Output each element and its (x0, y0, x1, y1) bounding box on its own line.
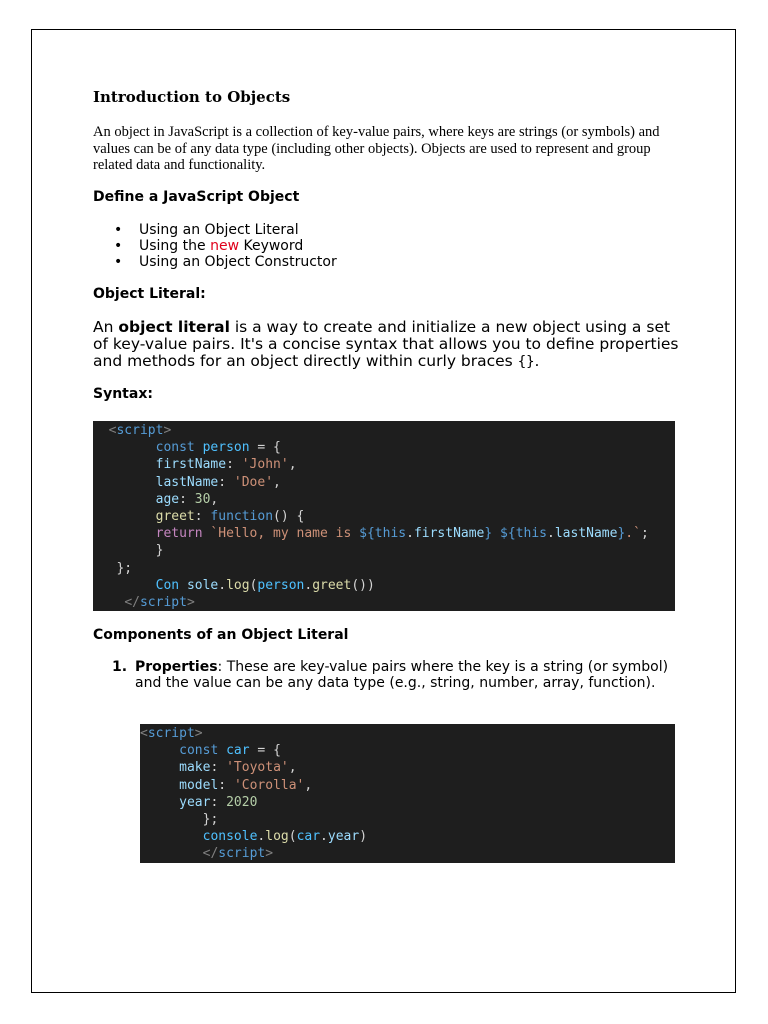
code-line (93, 456, 675, 473)
code-token: ${ (500, 526, 516, 542)
code-token: 'Corolla' (233, 777, 305, 793)
code-token: ${ (359, 526, 375, 542)
code-token: `Hello, my name is (210, 526, 360, 542)
properties-term: Properties (135, 659, 218, 675)
code-line (93, 594, 675, 611)
code-token: . (406, 526, 414, 542)
person-code-block (93, 421, 675, 611)
code-token (93, 492, 156, 507)
code-line (93, 560, 675, 577)
code-token: lastName (155, 474, 219, 490)
code-token (93, 595, 124, 610)
code-token: function (210, 508, 274, 524)
code-token (93, 561, 116, 576)
code-token: > (163, 423, 172, 438)
object-literal-term: object literal (118, 318, 230, 336)
code-token: } (484, 526, 493, 542)
code-token: = { (249, 743, 281, 759)
code-token: < (108, 423, 117, 438)
list-item-text: : These are key-value pairs where the key is a string (or symbol) and the value can be any data type (e.g., string, number, array, function). (135, 659, 669, 691)
code-token (140, 829, 203, 844)
code-token (140, 846, 203, 861)
code-token (93, 475, 156, 490)
list-item (93, 238, 337, 254)
code-token (93, 526, 156, 541)
code-token: } (155, 543, 164, 559)
code-token: 'John' (241, 457, 289, 473)
code-token: > (186, 594, 195, 610)
code-token: log (226, 577, 250, 593)
code-token: this (515, 526, 548, 542)
code-token: const (179, 743, 227, 759)
code-token: log (265, 829, 289, 845)
code-token: </ (202, 846, 219, 862)
object-literal-paragraph (93, 319, 683, 371)
code-line (140, 759, 675, 776)
code-token: }; (116, 560, 133, 576)
code-token: . (218, 577, 227, 593)
code-token: script (139, 594, 187, 610)
code-token: , (304, 777, 313, 793)
code-token: ) (359, 829, 368, 845)
define-methods-list (93, 222, 337, 270)
code-line (93, 525, 675, 542)
code-token (140, 812, 203, 827)
code-token: }; (202, 811, 219, 827)
components-heading: Components of an Object Literal (93, 627, 349, 643)
code-token (140, 760, 179, 775)
code-token: : (226, 457, 242, 473)
code-line (93, 542, 675, 559)
code-token (140, 778, 179, 793)
list-number: 1. (112, 659, 128, 675)
list-item-text: Using an Object Literal (139, 222, 299, 238)
code-line (140, 725, 675, 742)
code-token: sole (186, 577, 219, 593)
page-title: Introduction to Objects (93, 88, 291, 106)
code-token (93, 423, 109, 438)
code-token: model (179, 777, 219, 793)
code-token: ()) (351, 577, 375, 593)
list-item (93, 222, 337, 238)
list-item (93, 660, 673, 691)
code-token: person (202, 440, 250, 456)
inline-code: {} (517, 354, 535, 370)
code-token: car (296, 829, 321, 845)
code-token: lastName (554, 526, 618, 542)
code-token: , (288, 760, 297, 776)
define-object-heading: Define a JavaScript Object (93, 189, 300, 205)
code-line (140, 845, 675, 862)
code-token: < (140, 726, 148, 741)
code-token: Con (155, 577, 187, 593)
code-token: .` (625, 526, 641, 542)
code-token: return (155, 526, 211, 542)
code-line (93, 577, 675, 594)
code-token: : (218, 777, 234, 793)
code-token: age (155, 491, 180, 507)
code-token: 2020 (226, 794, 258, 810)
code-token: 'Doe' (233, 474, 274, 490)
code-token: make (179, 760, 211, 776)
code-token: 30 (194, 491, 211, 507)
list-item-text: Using the (139, 238, 211, 254)
code-line (140, 828, 675, 845)
code-line (140, 777, 675, 794)
code-token: year (327, 829, 360, 845)
code-token: 'Toyota' (226, 760, 289, 776)
code-token: , (288, 457, 297, 473)
code-line (93, 491, 675, 508)
list-item-text: Using an Object Constructor (139, 254, 337, 270)
new-keyword: new (210, 238, 240, 254)
paragraph-text: . (534, 352, 540, 370)
code-token (93, 440, 156, 455)
object-literal-heading: Object Literal: (93, 286, 206, 302)
code-token: car (226, 743, 250, 759)
components-list (93, 660, 673, 691)
code-token: . (257, 829, 266, 845)
code-token: : (194, 508, 211, 524)
code-line (93, 439, 675, 456)
code-token: script (116, 423, 164, 438)
code-token: } (617, 526, 626, 542)
syntax-heading: Syntax: (93, 386, 153, 402)
code-token: script (218, 846, 266, 862)
code-token: ( (249, 577, 258, 593)
code-line (93, 422, 675, 439)
code-line (140, 742, 675, 759)
code-line (93, 508, 675, 525)
code-token: , (273, 474, 281, 490)
intro-paragraph: An object in JavaScript is a collection of key-value pairs, where keys are strings (or symbols) and values can be of any data type (including other objects). Objects are used to represent and group related data and functionality. (93, 124, 660, 173)
code-token: firstName (155, 457, 227, 473)
code-token: year (179, 794, 211, 810)
code-token: . (547, 526, 555, 542)
code-token: : (218, 474, 234, 490)
code-token: = { (249, 440, 281, 456)
paragraph-text: is a way to create and initialize a new object using a set of key-value pairs. It's a concise syntax that allows you to define properties and methods for an object directly within curly braces (93, 318, 679, 370)
code-token: . (304, 577, 313, 593)
code-token (140, 743, 179, 758)
code-token: : (210, 760, 227, 776)
code-line (140, 811, 675, 828)
code-token: ; (640, 526, 649, 542)
code-token (93, 509, 156, 524)
list-item (93, 254, 337, 270)
code-token (93, 578, 156, 593)
code-token: this (374, 526, 407, 542)
list-item-text: Keyword (239, 238, 304, 254)
code-token: </ (124, 594, 140, 610)
code-token: : (179, 491, 195, 507)
code-token: const (155, 440, 203, 456)
code-token: script (147, 726, 195, 741)
paragraph-text: An (93, 318, 119, 336)
code-token: > (265, 846, 274, 862)
code-token: : (210, 794, 227, 810)
code-token: , (210, 491, 219, 507)
car-code-block (140, 724, 675, 863)
code-token: greet (155, 508, 195, 524)
code-token (140, 795, 179, 810)
code-token: ( (288, 829, 297, 845)
code-token: person (257, 577, 305, 593)
code-token (492, 526, 500, 541)
code-token (93, 543, 156, 558)
code-token: greet (312, 577, 352, 593)
code-token: firstName (413, 526, 485, 542)
code-line (140, 794, 675, 811)
code-token (93, 457, 156, 472)
code-line (93, 474, 675, 491)
code-token: () { (273, 508, 305, 524)
code-token: > (194, 726, 203, 741)
code-token: console (202, 829, 258, 845)
code-token: . (320, 829, 328, 845)
